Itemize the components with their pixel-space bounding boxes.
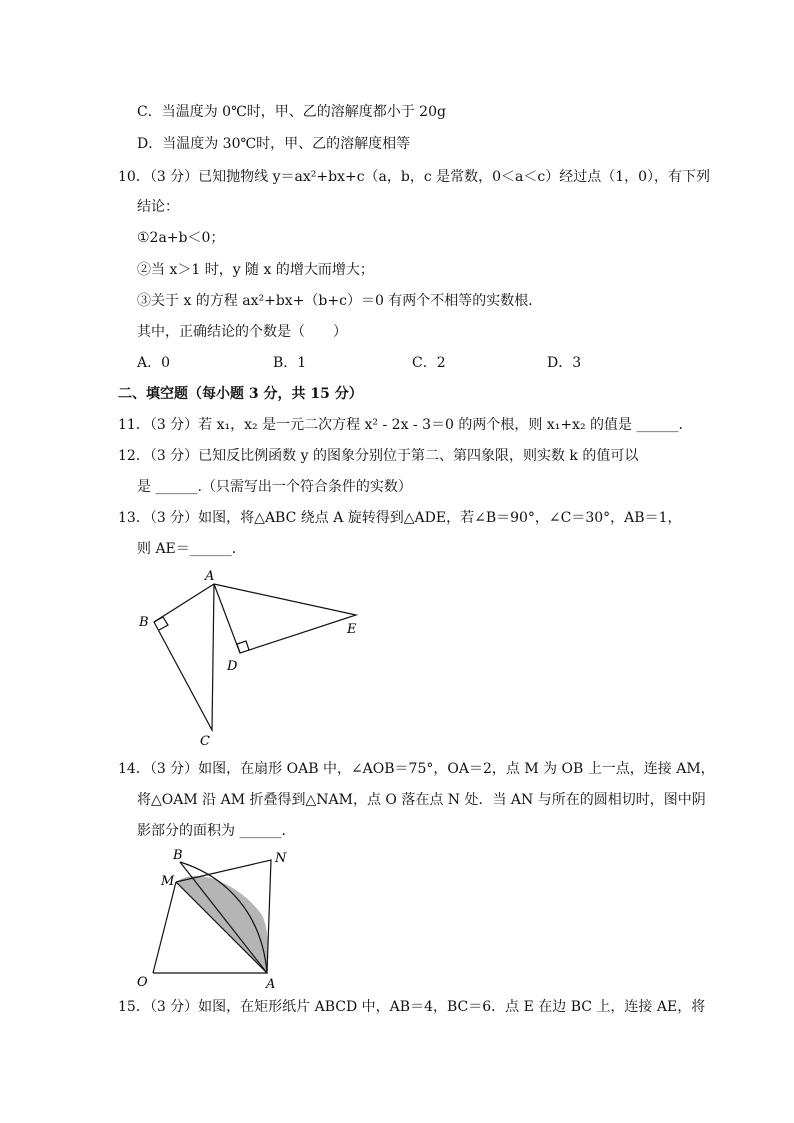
fig13-label-a: A (205, 569, 215, 584)
question-12-cont: 是 ______.（只需写出一个符合条件的实数） (137, 479, 412, 495)
question-14-cont: 将△OAM 沿 AM 折叠得到△NAM，点 O 落在点 N 处．当 AN 与所在的圆相切时，图中阴 (137, 792, 706, 808)
question-13-cont: 则 AE＝______． (137, 541, 246, 557)
question-10-conclusion-1: ①2a+b＜0； (137, 230, 225, 246)
option-b: B．1 (273, 355, 307, 371)
fig13-label-b: B (139, 615, 149, 630)
fig13-label-c: C (200, 734, 210, 749)
question-14-cont-2: 影部分的面积为 ______． (137, 823, 296, 839)
question-10-conclusion-3: ③关于 x 的方程 ax²+bx+（b+c）＝0 有两个不相等的实数根． (137, 293, 543, 309)
fig14-label-n: N (275, 851, 287, 866)
question-13: 13．（3 分）如图，将△ABC 绕点 A 旋转得到△ADE，若∠B＝90°，∠C＝30°，AB＝1， (118, 510, 682, 526)
fig13-label-d: D (227, 659, 238, 674)
question-14: 14．（3 分）如图，在扇形 OAB 中，∠AOB＝75°，OA＝2，点 M 为 OB 上一点，连接 AM， (118, 761, 715, 777)
question-11: 11．（3 分）若 x₁，x₂ 是一元二次方程 x² - 2x - 3＝0 的两个根，则 x₁+x₂ 的值是 ______． (118, 417, 693, 433)
fig14-label-m: M (161, 874, 175, 889)
figure-14-sector (130, 845, 300, 995)
option-a: A．0 (137, 355, 171, 371)
question-10-stem-cont: 结论： (137, 199, 179, 215)
option-d: D．3 (547, 355, 582, 371)
question-9-option-d: D．当温度为 30℃时，甲、乙的溶解度相等 (137, 136, 411, 152)
question-10-conclusion-2: ②当 x＞1 时，y 随 x 的增大而增大； (137, 262, 374, 278)
fig14-label-o: O (137, 975, 148, 990)
figure-13-triangles (130, 562, 380, 752)
question-9-option-c: C．当温度为 0℃时，甲、乙的溶解度都小于 20g (137, 104, 446, 120)
question-15: 15．（3 分）如图，在矩形纸片 ABCD 中，AB＝4，BC＝6．点 E 在边 BC 上，连接 AE，将 (118, 999, 706, 1015)
question-10-stem: 10．（3 分）已知抛物线 y＝ax²+bx+c（a，b，c 是常数，0＜a＜c）经过点（1，0），有下列 (118, 169, 711, 185)
question-10-prompt: 其中，正确结论的个数是（ ） (137, 324, 347, 340)
fig13-label-e: E (347, 622, 357, 637)
option-c: C．2 (412, 355, 446, 371)
question-12: 12．（3 分）已知反比例函数 y 的图象分别位于第二、第四象限，则实数 k 的值可以 (118, 448, 639, 464)
fig14-label-a: A (266, 977, 276, 992)
fig14-label-b: B (173, 848, 183, 863)
section-heading-fill-in: 二、填空题（每小题 3 分，共 15 分） (118, 386, 363, 402)
